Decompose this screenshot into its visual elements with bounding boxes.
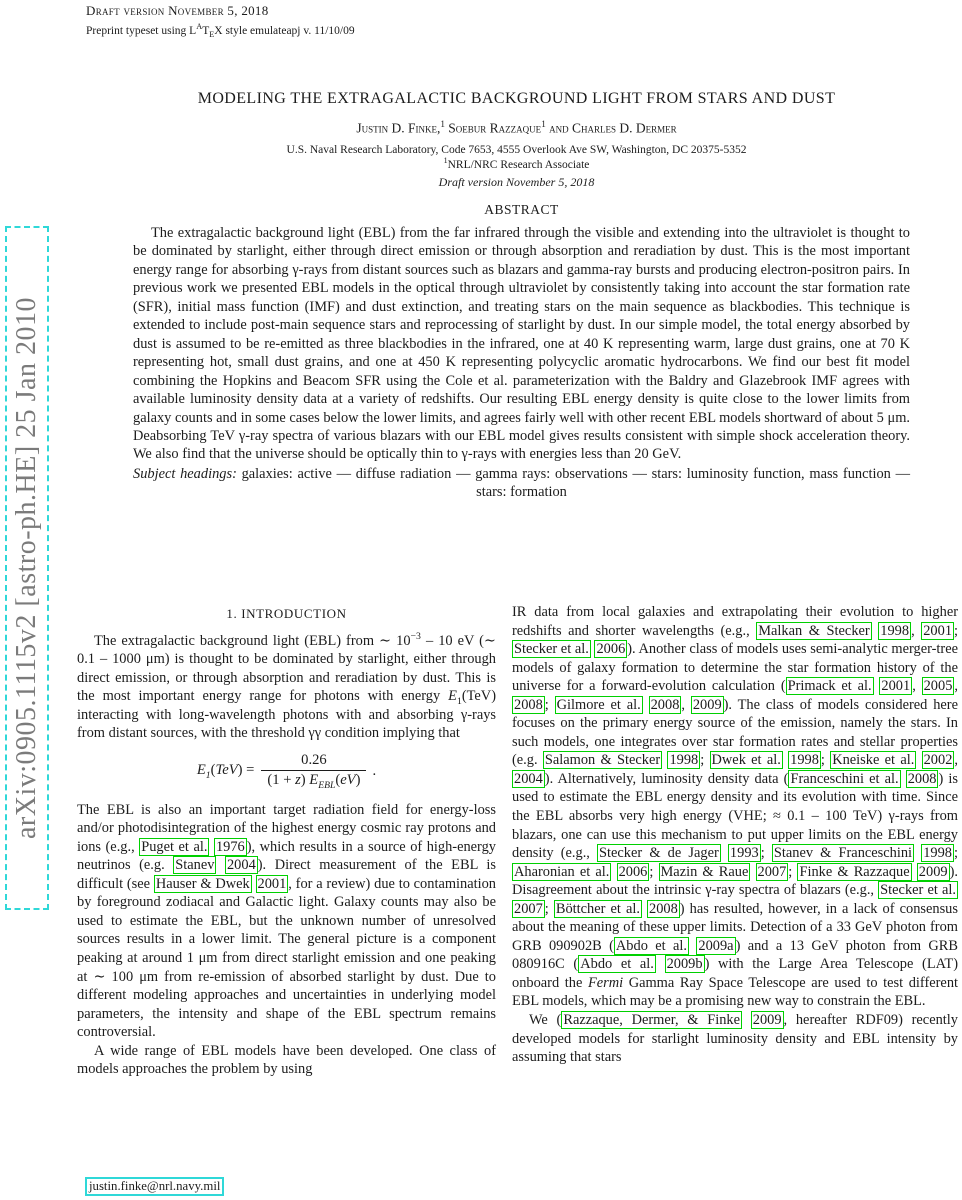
text-run: Justin D. Finke,	[356, 120, 441, 136]
citation-link[interactable]: Abdo et al.	[615, 937, 688, 954]
italic-text: eV	[340, 771, 356, 788]
equation-numerator: 0.26	[261, 752, 366, 771]
citation-link[interactable]: Gilmore et al.	[556, 696, 641, 713]
citation-link[interactable]: Abdo et al.	[580, 956, 654, 973]
text-run: T	[202, 24, 210, 37]
citation-link[interactable]: Stanev	[175, 857, 215, 874]
text-run: (TeV) interacting with long-wavelength photons with and absorbing γ-rays from distant sources, with the threshold γγ condition implying that	[77, 688, 496, 742]
text-run: Soebur Razzaque	[444, 120, 542, 136]
right-column	[512, 603, 958, 1067]
text-run: The EBL is also an important target radiation field for energy-loss and/or photodisintegration of the highest energy cosmic ray protons and ions (e.g.,	[77, 801, 496, 855]
italic-text: z	[295, 771, 301, 788]
text-run: A wide range of EBL models have been developed. One class of models approaches the problem by using	[77, 1042, 496, 1078]
text-run	[643, 697, 649, 713]
text-run: We (	[529, 1012, 562, 1029]
citation-link[interactable]: Kneiske et al.	[832, 752, 915, 769]
text-run: ;	[760, 845, 772, 862]
equation-trailing-period: .	[372, 762, 377, 779]
abstract-body: The extragalactic background light (EBL) from the far infrared through the visible and extending into the ultraviolet is thought to be dominated by starlight, either through direct emission or through absorption and reradiation by dust. This is the most important energy range for absorbing γ-rays from distant sources such as blazars and gamma-ray bursts and producing electron-positron pairs. In previous work we presented EBL models in the optical through ultraviolet by consistently taking into account the star formation rate (SFR), initial mass function (IMF) and dust extinction, and treating stars on the main sequence as blackbodies. This technique is extended to include post-main sequence stars and reprocessing of starlight by dust. In our simple model, the total energy absorbed by dust is assumed to be re-emitted as three blackbodies in the infrared, one at 40 K representing warm, large dust grains, one at 70 K representing hot, small dust grains, and one at 450 K representing polycyclic aromatic hydrocarbons. We find our best fit model combining the Hopkins and Beacom SFR using the Cole et al. parameterization with the Baldry and Glazebrook IMF agrees with available luminosity density data at a variety of redshifts. Our resulting EBL energy density is quite close to the lower limits from galaxy counts and in some cases below the lower limits, and agrees fairly well with other recent EBL models shortward of about 5 μm. Deabsorbing TeV γ-ray spectra of various blazars with our EBL model gives results consistent with simple shock acceleration theory. We also find that the universe should be optically thin to γ-rays with energies less than 20 GeV.	[133, 225, 910, 463]
text-run: ) with the Large Area Telescope (LAT) onboard the	[512, 956, 958, 991]
citation-link[interactable]: Salamon & Stecker	[544, 752, 661, 769]
citation-link[interactable]: 2007	[757, 863, 787, 880]
section-heading-introduction: 1. INTRODUCTION	[226, 606, 347, 621]
text-run: and Charles D. Dermer	[545, 120, 677, 136]
contact-email-link[interactable]: justin.finke@nrl.navy.mil	[85, 1177, 224, 1196]
citation-link[interactable]: 2001	[881, 678, 911, 695]
equation-threshold	[77, 752, 496, 791]
citation-link[interactable]: 2008	[649, 900, 678, 917]
text-run: IR data from local galaxies and extrapolating their evolution to higher redshifts and shorter wavelengths (e.g.,	[512, 604, 958, 639]
citation-link[interactable]: Böttcher et al.	[555, 900, 640, 917]
text-run: ) and a 13 GeV photon from GRB 080916C (	[512, 937, 958, 973]
citation-link[interactable]: 2006	[596, 641, 626, 658]
text-run: ;	[700, 752, 710, 769]
citation-link[interactable]: Aharonian et al.	[514, 863, 610, 880]
text-run	[216, 857, 225, 873]
text-run	[656, 956, 665, 972]
citation-link[interactable]: Hauser & Dwek	[155, 875, 250, 892]
citation-link[interactable]: Mazin & Raue	[660, 863, 749, 880]
citation-link[interactable]: Stanev & Franceschini	[773, 845, 913, 862]
citation-link[interactable]: 2005	[923, 678, 953, 695]
citation-link[interactable]: 1998	[923, 845, 952, 862]
text-run: )	[355, 771, 361, 788]
intro-paragraph-5	[512, 1011, 958, 1067]
text-run: (1 +	[267, 771, 296, 788]
text-run: ,	[954, 678, 958, 695]
text-run: ) is used to estimate the EBL energy density and its evolution with time. Since the EBL absorbs very high energy (VHE; ≈ 0.1 – 100 TeV) γ-rays from blazars, one can use this mechanism to put upper limits on the EBL energy density (e.g.,	[512, 770, 958, 862]
text-run: ,	[912, 678, 922, 695]
italic-text: Fermi	[587, 974, 624, 991]
text-run: ). Direct measurement of the EBL is difficult (see	[77, 857, 496, 892]
citation-link[interactable]: Primack et al.	[787, 678, 872, 695]
text-run: galaxies: active — diffuse radiation — gamma rays: observations — stars: luminosity function, mass function — stars: formation	[236, 465, 910, 501]
citation-link[interactable]: 1998	[790, 752, 819, 769]
arxiv-stamp-text[interactable]: arXiv:0905.1115v2 [astro-ph.HE] 25 Jan 2010	[11, 296, 42, 839]
paper-title: MODELING THE EXTRAGALACTIC BACKGROUND LIGHT FROM STARS AND DUST	[197, 90, 836, 107]
left-column	[77, 603, 496, 1079]
text-run: Preprint typeset using L	[86, 24, 197, 37]
citation-link[interactable]: 2004	[514, 770, 543, 787]
equation-fraction	[261, 752, 366, 791]
text-run: ;	[544, 900, 554, 917]
affiliation-line: U.S. Naval Research Laboratory, Code 7653, 4555 Overlook Ave SW, Washington, DC 20375-5352	[286, 143, 747, 156]
citation-link[interactable]: 2009	[918, 863, 948, 880]
citation-link[interactable]: 2009b	[666, 956, 703, 973]
text-run: ;	[544, 696, 555, 713]
text-run: Gamma Ray Space Telescope are used to test different EBL models, which may be a promising new way to constrain the EBL.	[512, 974, 959, 1010]
text-run: )	[300, 771, 310, 788]
subject-headings	[133, 465, 910, 502]
citation-link[interactable]: 2009	[692, 696, 722, 713]
text-run: ;	[649, 863, 659, 880]
text-run: ), which results in a source of high-energy neutrinos (e.g.	[77, 838, 496, 874]
text-run	[901, 771, 906, 787]
equation-denominator: (1 + z) $E_{EBL}(eV)$	[267, 771, 361, 791]
citation-link[interactable]: 2001	[923, 622, 953, 639]
citation-link[interactable]: Malkan & Stecker	[758, 622, 870, 639]
intro-paragraph-4	[512, 603, 958, 1011]
text-run	[611, 864, 616, 880]
citation-link[interactable]: 2008	[907, 770, 937, 787]
text-run: ;	[954, 622, 959, 639]
citation-link[interactable]: 2001	[257, 875, 287, 892]
text-run: ;	[788, 863, 798, 880]
citation-link[interactable]: 1976	[215, 838, 245, 855]
italic-text: TeV	[215, 761, 238, 778]
citation-link[interactable]: 2004	[226, 857, 256, 874]
author-line: Justin D. Finke,$^1$ Soebur Razzaque$^1$ and Charles D. Dermer	[356, 119, 677, 136]
text-run: – 10 eV (∼ 0.1 – 1000 μm) is thought to be dominated by starlight, either through direct emission, or through absorption and reradiation by dust. This is the most important energy range for photons with energy	[77, 632, 496, 705]
citation-link[interactable]: Razzaque, Dermer, & Finke	[563, 1012, 741, 1029]
citation-link[interactable]: 1998	[880, 622, 910, 639]
citation-link[interactable]: 2009a	[698, 937, 734, 954]
citation-link[interactable]: Franceschini et al.	[790, 770, 899, 787]
intro-paragraph-3	[77, 1042, 496, 1079]
text-run: The extragalactic background light (EBL) from ∼ 10	[94, 632, 411, 649]
text-run: ;	[953, 845, 958, 862]
text-run	[721, 845, 728, 861]
arxiv-stamp-box[interactable]	[5, 226, 49, 910]
intro-paragraph-2	[77, 801, 496, 1042]
abstract-section	[133, 202, 910, 502]
citation-link[interactable]: 1998	[669, 752, 699, 769]
text-run	[750, 864, 755, 880]
intro-paragraph-1: The extragalactic background light (EBL) from ∼ $10^{-3} - 10$ eV (∼ 0.1 – 1000 μm) is thought to be dominated by starlight, either through direct emission, or through absorption and reradiation by dust. This is the most important energy range for photons with energy $E_1(TeV)$ interacting with long-wavelength photons with and absorbing γ-rays from distant sources, with the threshold γγ condition implying that	[77, 630, 496, 742]
associate-note: $^1$NRL/NRC Research Associate	[443, 155, 590, 171]
preprint-typeset-line: Preprint typeset using $L^AT_EX$ style emulateapj v. 11/10/09	[86, 22, 355, 40]
text-run: ,	[911, 622, 922, 639]
citation-link[interactable]: Dwek et al.	[711, 752, 781, 769]
text-run: , for a review) due to contamination by foreground zodiacal and Galactic light. Galaxy counts may also be used to estimate the EBL, but the unknown number of unresolved sources results in a lower limit. The general picture is a component peaking at around 1 μm from direct starlight emission and one peaking at ∼ 100 μm from re-emission of absorbed starlight by dust. Due to different modeling approaches and uncertainties in underlying model parameters, the intensity and shape of the EBL spectrum remains controversial.	[77, 875, 496, 1041]
citation-link[interactable]: 1993	[729, 845, 759, 862]
text-run	[742, 1012, 751, 1028]
text-run: ). The class of models considered here focuses on the primary energy source of the emission, namely the stars. In such models, one integrates over star formation rates and stellar properties (e.g.	[512, 696, 958, 769]
citation-link[interactable]: Stecker et al.	[880, 882, 956, 899]
draft-date-line: Draft version November 5, 2018	[438, 175, 595, 190]
text-run: , hereafter RDF09) recently developed models for starlight luminosity density and EBL intensity by assuming that stars	[512, 1012, 958, 1066]
preprint-header	[86, 3, 355, 42]
text-run: X style emulateapj v. 11/10/09	[214, 24, 355, 37]
italic-text: E	[309, 771, 319, 788]
text-run: (	[210, 761, 216, 778]
equation-lhs: $E_1(TeV)$ =	[196, 761, 255, 781]
italic-text: E	[448, 688, 457, 705]
citation-link[interactable]: 2009	[752, 1012, 782, 1029]
italic-text: E	[196, 761, 206, 778]
text-run: (	[335, 771, 341, 788]
citation-link[interactable]: 2006	[618, 863, 648, 880]
text-run: ,	[681, 696, 691, 713]
italic-text: Subject headings:	[133, 465, 237, 482]
text-run: ) has resulted, however, in a lack of consensus about the meaning of these upper limits. Detection of a 33 GeV photon from GRB 090902B (	[512, 900, 958, 954]
text-run: NRL/NRC Research Associate	[447, 158, 590, 171]
citation-link[interactable]: 2008	[650, 696, 680, 713]
citation-link[interactable]: Stecker & de Jager	[599, 845, 719, 862]
text-run: ,	[954, 752, 958, 769]
text-run: ;	[820, 752, 831, 769]
text-run: ). Disagreement about the intrinsic γ-ray spectra of blazars (e.g.,	[512, 863, 958, 899]
text-run: ). Alternatively, luminosity density data (	[544, 770, 789, 787]
text-run: ) =	[237, 761, 255, 778]
text-run	[916, 752, 921, 768]
text-run: ). Another class of models uses semi-analytic merger-tree models of galaxy formation to determine the star formation history of the universe for a forward-evolution calculation (	[512, 641, 958, 695]
citation-link[interactable]: Finke & Razzaque	[799, 863, 910, 880]
abstract-heading: ABSTRACT	[484, 202, 559, 217]
title-block	[75, 90, 958, 190]
citation-link[interactable]: Stecker et al.	[514, 641, 589, 658]
text-run	[252, 876, 256, 892]
draft-version-line: Draft version November 5, 2018	[86, 3, 269, 18]
citation-link[interactable]: 2008	[514, 696, 543, 713]
citation-link[interactable]: Puget et al.	[141, 838, 208, 855]
citation-link[interactable]: 2002	[923, 752, 953, 769]
citation-link[interactable]: 2007	[514, 900, 543, 917]
